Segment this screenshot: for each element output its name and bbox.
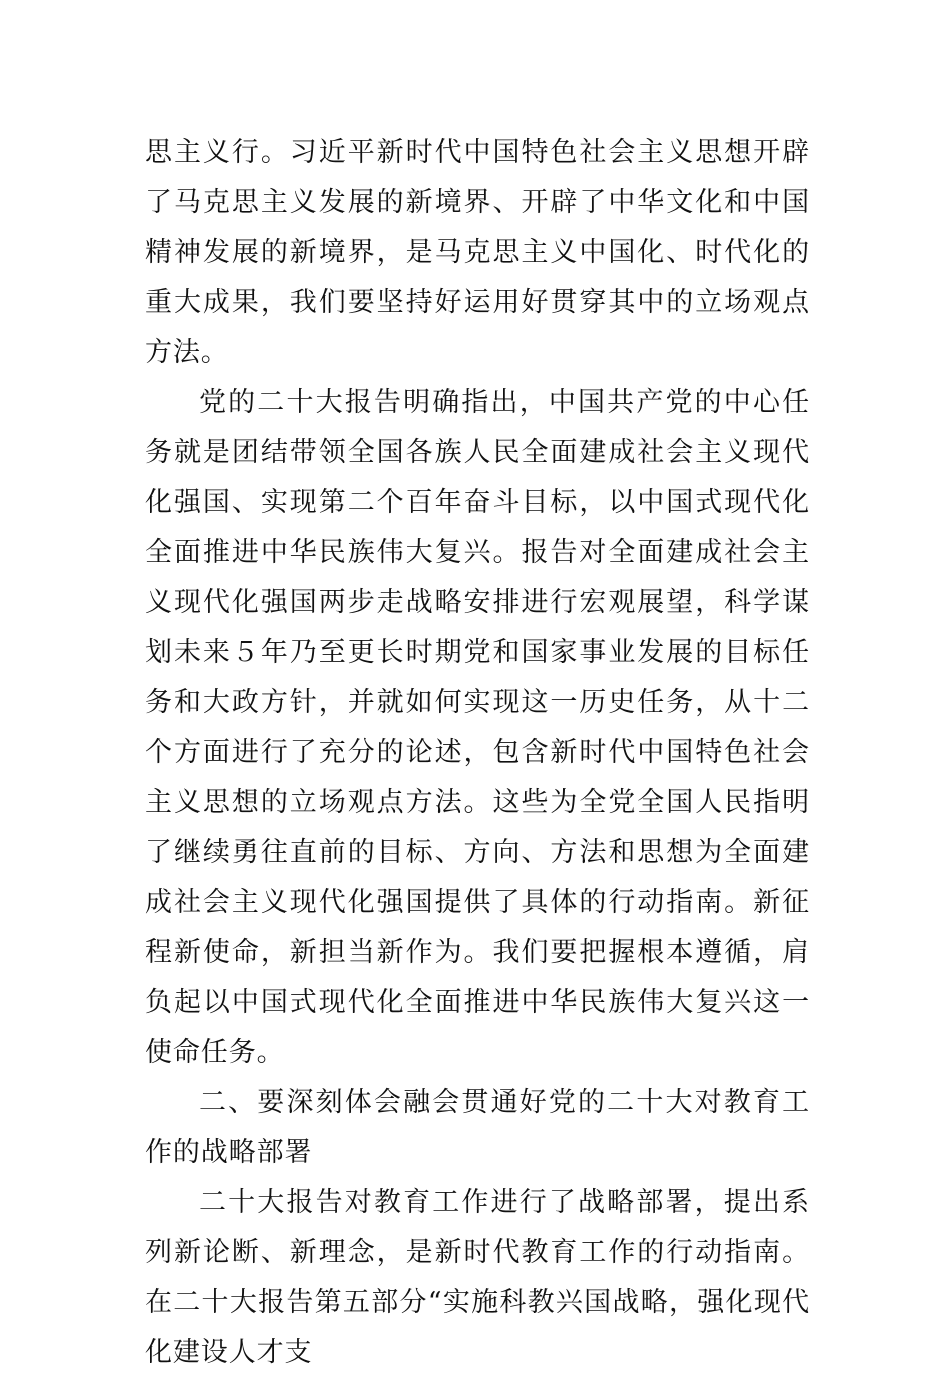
document-body: [145, 128, 810, 1378]
paragraph-3: 二十大报告对教育工作进行了战略部署，提出系列新论断、新理念，是新时代教育工作的行动指南。在二十大报告第五部分“实施科教兴国战略，强化现代化建设人才支: [145, 1187, 810, 1368]
section-heading-2: 二、要深刻体会融会贯通好党的二十大对教育工作的战略部署: [145, 1087, 810, 1168]
paragraph-2: 党的二十大报告明确指出，中国共产党的中心任务就是团结带领全国各族人民全面建成社会主义现代化强国、实现第二个百年奋斗目标，以中国式现代化全面推进中华民族伟大复兴。报告对全面建成社会主义现代化强国两步走战略安排进行宏观展望，科学谋划未来５年乃至更长时期党和国家事业发展的目标任务和大政方针，并就如何实现这一历史任务，从十二个方面进行了充分的论述，包含新时代中国特色社会主义思想的立场观点方法。这些为全党全国人民指明了继续勇往直前的目标、方向、方法和思想为全面建成社会主义现代化强国提供了具体的行动指南。新征程新使命，新担当新作为。我们要把握根本遵循，肩负起以中国式现代化全面推进中华民族伟大复兴这一使命任务。: [145, 387, 810, 1068]
paragraph-1: 思主义行。习近平新时代中国特色社会主义思想开辟了马克思主义发展的新境界、开辟了中华文化和中国精神发展的新境界，是马克思主义中国化、时代化的重大成果，我们要坚持好运用好贯穿其中的立场观点方法。: [145, 137, 810, 368]
